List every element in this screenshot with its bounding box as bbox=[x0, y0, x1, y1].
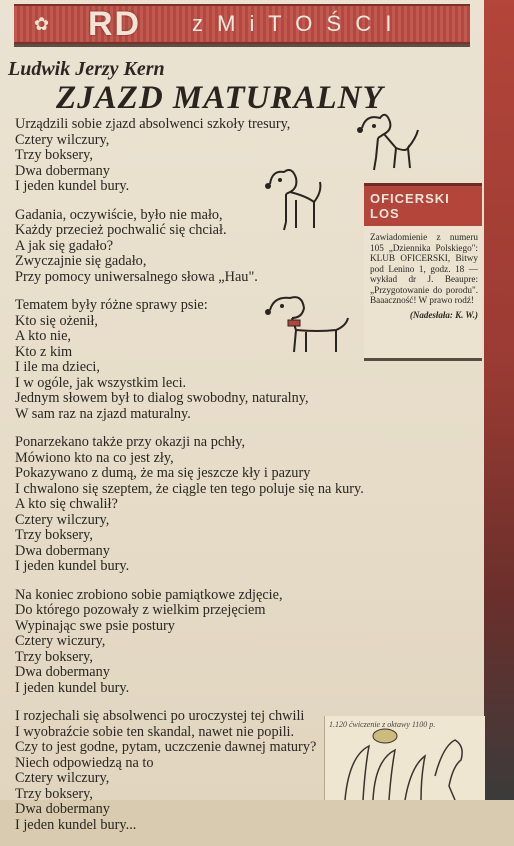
sidebar-title: OFICERSKI LOS bbox=[364, 183, 482, 226]
poem-line: Cztery wilczury, bbox=[15, 511, 110, 528]
sidebar-box bbox=[364, 183, 482, 361]
poem-line: Zwyczajnie się gadało, bbox=[15, 253, 147, 269]
poem-line: Do którego pozowały z wielkim przejęciem bbox=[15, 602, 266, 618]
poem-line: Trzy boksery, bbox=[15, 785, 93, 802]
poem-line: Kto z kim bbox=[15, 343, 73, 360]
poem-line: A jak się gadało? bbox=[15, 237, 114, 254]
poem-line: Dwa dobermany bbox=[15, 664, 110, 680]
poem-line: I jeden kundel bury. bbox=[15, 558, 130, 574]
poem-line: Trzy boksery, bbox=[15, 147, 93, 163]
poem-line: Trzy boksery, bbox=[15, 648, 93, 665]
dog-illustration-1 bbox=[352, 108, 422, 174]
sidebar-text: Zawiadomienie z numeru 105 „Dziennika Polskiego": KLUB OFICERSKI, Bitwy pod Lenino 1, godz. 18 — wykład dr J. Beaupre: „Przygotowanie do porodu". Baaaczność! W prawo rodź! bbox=[370, 232, 478, 305]
poem-line: Jednym słowem był to dialog swobodny, naturalny, bbox=[15, 390, 309, 406]
poem-line: Urządzili sobie zjazd absolwenci szkoły tresury, bbox=[15, 116, 291, 132]
column-header bbox=[14, 4, 470, 44]
sketch-drawing bbox=[325, 716, 485, 800]
poem-stanza bbox=[15, 435, 375, 575]
poem-line: I rozjechali się absolwenci po uroczystej tej chwili bbox=[15, 708, 305, 724]
page-edge-band bbox=[484, 0, 514, 800]
dog-illustration-2 bbox=[256, 164, 326, 234]
poem-line: Przy pomocy uniwersalnego słowa „Hau". bbox=[15, 268, 258, 285]
sketch-illustration bbox=[324, 716, 485, 800]
poem-line: W sam raz na zjazd maturalny. bbox=[15, 405, 191, 422]
poem-line: Cztery wilczury, bbox=[15, 131, 110, 148]
poem-line: Ponarzekano także przy okazji na pchły, bbox=[15, 434, 246, 450]
poem-line: A kto nie, bbox=[15, 328, 71, 344]
poem-line: Pokazywano z dumą, że ma się jeszcze kły i pazury bbox=[15, 465, 311, 481]
flower-icon: ✿ bbox=[34, 14, 50, 34]
poem-line: Dwa dobermany bbox=[15, 542, 110, 559]
poem-line: Gadania, oczywiście, było nie mało, bbox=[15, 206, 223, 223]
poem-stanza bbox=[15, 588, 375, 697]
poem-line: Tematem były różne sprawy psie: bbox=[15, 297, 208, 313]
sketch-caption: 1.120 ćwiczenie z oktawy 1100 p. bbox=[329, 720, 436, 729]
header-rest: z M i T O Ś C I bbox=[192, 11, 396, 36]
dog-illustration-3 bbox=[262, 292, 352, 358]
poem-line: I wyobraźcie sobie ten skandal, nawet nie popili. bbox=[15, 723, 295, 740]
author-name: Ludwik Jerzy Kern bbox=[8, 58, 165, 80]
poem-title: ZJAZD MATURALNY bbox=[56, 80, 384, 116]
poem-stanza bbox=[15, 709, 375, 833]
poem-line: Trzy boksery, bbox=[15, 527, 93, 543]
poem-line: I chwalono się szeptem, że ciągle ten tego poluje się na kury. bbox=[15, 480, 364, 497]
poem-line: Wypinając swe psie postury bbox=[15, 617, 175, 634]
poem-line: Dwa dobermany bbox=[15, 801, 110, 817]
header-rule bbox=[14, 44, 470, 47]
poem-line: Cztery wiczury, bbox=[15, 633, 106, 649]
poem-line: Mówiono kto na co jest zły, bbox=[15, 449, 174, 466]
poem-line: I jeden kundel bury. bbox=[15, 679, 130, 696]
poem-line: Każdy przecież pochwalić się chciał. bbox=[15, 222, 227, 238]
poem-line: A kto się chwalił? bbox=[15, 496, 118, 512]
poem-line: Dwa dobermany bbox=[15, 162, 110, 179]
poem-line: I w ogóle, jak wszystkim leci. bbox=[15, 374, 187, 391]
poem-line: Cztery wilczury, bbox=[15, 770, 110, 786]
poem-line: I ile ma dzieci, bbox=[15, 359, 100, 375]
poem-line: I jeden kundel bury. bbox=[15, 178, 130, 194]
header-rd: RD bbox=[88, 5, 142, 43]
poem-line: Czy to jest godne, pytam, uczczenie dawnej matury? bbox=[15, 739, 317, 755]
poem-line: Niech odpowiedzą na to bbox=[15, 754, 154, 771]
poem-line: I jeden kundel bury... bbox=[15, 816, 137, 833]
sidebar-signature: (Nadesłała: K. W.) bbox=[409, 309, 478, 320]
poem-line: Na koniec zrobiono sobie pamiątkowe zdjęcie, bbox=[15, 586, 283, 603]
poem-line: Kto się ożenił, bbox=[15, 312, 98, 329]
